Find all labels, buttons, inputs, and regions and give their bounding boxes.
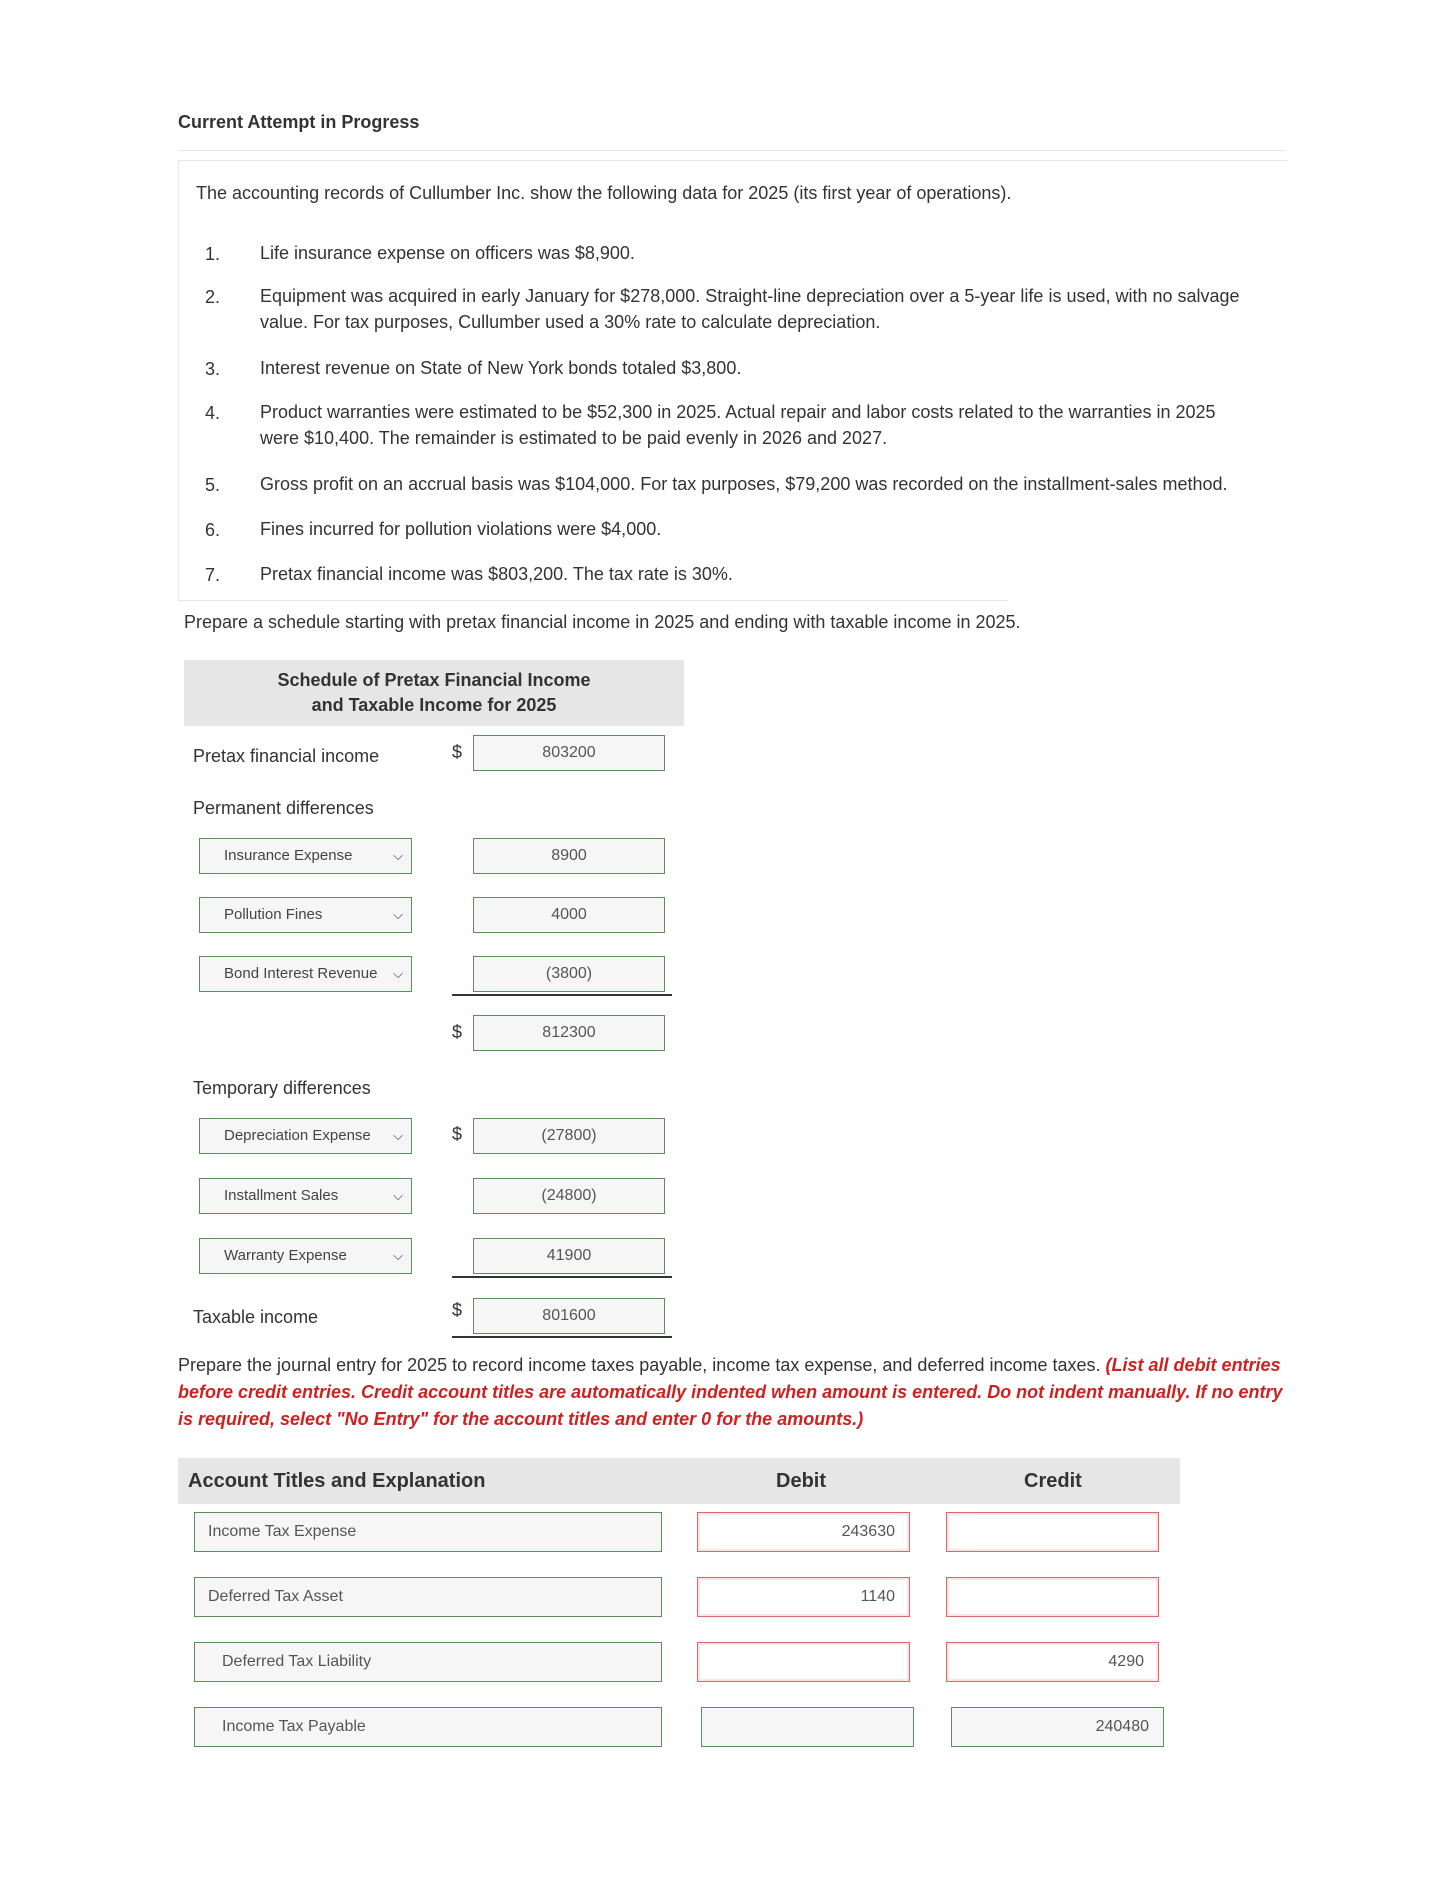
schedule-title-line2: and Taxable Income for 2025 <box>311 695 557 715</box>
problem-intro: The accounting records of Cullumber Inc. show the following data for 2025 (its first year of operations). <box>196 183 1012 203</box>
account-select[interactable] <box>199 1118 412 1154</box>
list-item-text: Product warranties were estimated to be $52,300 in 2025. Actual repair and labor costs related to the warranties in 2025 <box>260 402 1216 422</box>
chevron-down-icon: ⌵ <box>393 1248 403 1263</box>
journal-account-input[interactable]: Deferred Tax Asset <box>194 1577 662 1617</box>
account-select[interactable] <box>199 897 412 933</box>
account-select-value: Pollution Fines <box>224 906 323 923</box>
list-item-text: Pretax financial income was $803,200. The tax rate is 30%. <box>260 564 733 584</box>
account-select[interactable] <box>199 838 412 874</box>
divider <box>178 600 1008 601</box>
journal-account-input[interactable]: Income Tax Expense <box>194 1512 662 1552</box>
amount-input[interactable]: 41900 <box>473 1238 665 1274</box>
col-debit-header: Debit <box>776 1470 826 1492</box>
debit-input[interactable]: 243630 <box>697 1512 910 1552</box>
col-credit-header: Credit <box>1024 1470 1082 1492</box>
debit-input[interactable] <box>697 1642 910 1682</box>
amount-input[interactable]: 4000 <box>473 897 665 933</box>
journal-note: (List all debit entries before credit entries. Credit account titles are automatically indented when amount is entered. Do not indent manually. If no entry is required, select "No Entry" for the account titles and enter 0 for the amounts.) <box>178 1355 1283 1429</box>
account-select-value: Warranty Expense <box>224 1247 347 1264</box>
schedule-title-line1: Schedule of Pretax Financial Income <box>277 670 591 690</box>
list-number: 7. <box>204 565 220 585</box>
dollar-sign: $ <box>452 1124 463 1144</box>
account-select[interactable] <box>199 1238 412 1274</box>
schedule-instruction: Prepare a schedule starting with pretax financial income in 2025 and ending with taxable income in 2025. <box>184 612 1021 632</box>
list-number: 5. <box>204 475 220 495</box>
journal-instruction <box>178 1352 1298 1433</box>
subtotal-underline <box>452 1276 672 1278</box>
total-underline <box>452 1336 672 1338</box>
pretax-label: Pretax financial income <box>193 746 380 766</box>
debit-input[interactable]: 1140 <box>697 1577 910 1617</box>
attempt-status: Current Attempt in Progress <box>178 112 420 132</box>
divider <box>178 150 1286 151</box>
dollar-sign: $ <box>452 742 463 762</box>
list-item-text: Gross profit on an accrual basis was $104,000. For tax purposes, $79,200 was recorded on the installment-sales method. <box>260 474 1228 494</box>
journal-account-input[interactable]: Income Tax Payable <box>194 1707 662 1747</box>
dollar-sign: $ <box>452 1022 463 1042</box>
list-item-text: Fines incurred for pollution violations were $4,000. <box>260 519 662 539</box>
debit-input[interactable] <box>701 1707 914 1747</box>
chevron-down-icon: ⌵ <box>393 1188 403 1203</box>
amount-input[interactable]: (24800) <box>473 1178 665 1214</box>
journal-instruction-text: Prepare the journal entry for 2025 to record income taxes payable, income tax expense, and deferred income taxes. <box>178 1355 1101 1375</box>
list-number: 2. <box>204 287 220 307</box>
list-number: 1. <box>204 244 220 264</box>
list-number: 6. <box>204 520 220 540</box>
amount-input[interactable]: (3800) <box>473 956 665 992</box>
list-item-text: were $10,400. The remainder is estimated to be paid evenly in 2026 and 2027. <box>260 428 888 448</box>
pretax-amount-input[interactable]: 803200 <box>473 735 665 771</box>
amount-input[interactable]: 8900 <box>473 838 665 874</box>
list-number: 3. <box>204 359 220 379</box>
account-select[interactable] <box>199 1178 412 1214</box>
amount-input[interactable]: (27800) <box>473 1118 665 1154</box>
chevron-down-icon: ⌵ <box>393 848 403 863</box>
chevron-down-icon: ⌵ <box>393 907 403 922</box>
account-select-value: Bond Interest Revenue <box>224 965 378 982</box>
list-item-text: Interest revenue on State of New York bonds totaled $3,800. <box>260 358 742 378</box>
credit-input[interactable] <box>946 1577 1159 1617</box>
account-select-value: Installment Sales <box>224 1187 339 1204</box>
journal-account-input[interactable]: Deferred Tax Liability <box>194 1642 662 1682</box>
journal-header <box>178 1458 1180 1504</box>
schedule-header <box>184 660 684 726</box>
col-account-header: Account Titles and Explanation <box>188 1470 486 1492</box>
credit-input[interactable] <box>946 1512 1159 1552</box>
list-item-text: value. For tax purposes, Cullumber used a 30% rate to calculate depreciation. <box>260 312 881 332</box>
credit-input[interactable]: 240480 <box>951 1707 1164 1747</box>
account-select-value: Insurance Expense <box>224 847 353 864</box>
list-item-text: Equipment was acquired in early January for $278,000. Straight-line depreciation over a 5-year life is used, with no salvage <box>260 286 1240 306</box>
subtotal-underline <box>452 994 672 996</box>
chevron-down-icon: ⌵ <box>393 966 403 981</box>
list-number: 4. <box>204 403 220 423</box>
account-select[interactable] <box>199 956 412 992</box>
dollar-sign: $ <box>452 1300 463 1320</box>
taxable-income-input[interactable]: 801600 <box>473 1298 665 1334</box>
taxable-income-label: Taxable income <box>193 1307 319 1327</box>
temporary-differences-label: Temporary differences <box>193 1078 371 1098</box>
account-select-value: Depreciation Expense <box>224 1127 371 1144</box>
credit-input[interactable]: 4290 <box>946 1642 1159 1682</box>
list-item-text: Life insurance expense on officers was $8,900. <box>260 243 635 263</box>
subtotal-amount-input[interactable]: 812300 <box>473 1015 665 1051</box>
chevron-down-icon: ⌵ <box>393 1128 403 1143</box>
permanent-differences-label: Permanent differences <box>193 798 374 818</box>
